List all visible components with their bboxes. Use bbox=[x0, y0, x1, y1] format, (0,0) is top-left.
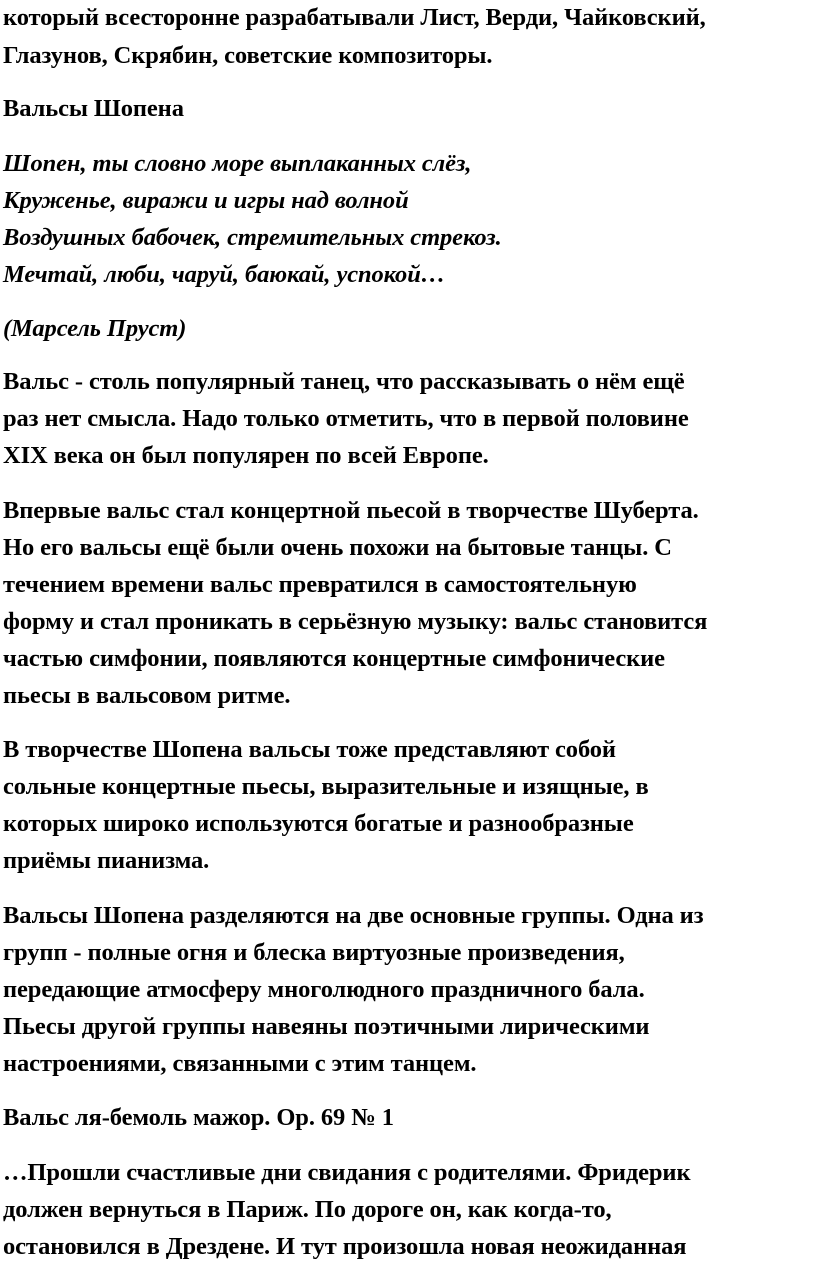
text-line: XIX века он был популярен по всей Европе. bbox=[3, 442, 489, 469]
section-heading-text: Вальсы Шопена bbox=[3, 95, 184, 122]
text-line: раз нет смысла. Надо только отметить, что в первой половине bbox=[3, 405, 689, 432]
text-line: Вальсы Шопена разделяются на две основные группы. Одна из bbox=[3, 902, 704, 929]
text-line: Но его вальсы ещё были очень похожи на бытовые танцы. С bbox=[3, 534, 672, 561]
text-line: должен вернуться в Париж. По дороге он, как когда-то, bbox=[3, 1196, 612, 1223]
text-line: Впервые вальс стал концертной пьесой в творчестве Шуберта. bbox=[3, 497, 699, 524]
text-line: остановился в Дрездене. И тут произошла новая неожиданная bbox=[3, 1233, 687, 1260]
poem-line: Круженье, виражи и игры над волной bbox=[3, 187, 409, 214]
text-line: …Прошли счастливые дни свидания с родителями. Фридерик bbox=[3, 1159, 691, 1186]
text-line: который всесторонне разрабатывали Лист, Верди, Чайковский, bbox=[3, 4, 706, 31]
section-heading-text: Вальс ля-бемоль мажор. Ор. 69 № 1 bbox=[3, 1104, 394, 1131]
text-line: передающие атмосферу многолюдного праздничного бала. bbox=[3, 976, 645, 1003]
text-line: Вальс - столь популярный танец, что рассказывать о нём ещё bbox=[3, 368, 685, 395]
text-line: частью симфонии, появляются концертные симфонические bbox=[3, 645, 665, 672]
text-line: форму и стал проникать в серьёзную музыку: вальс становится bbox=[3, 608, 708, 635]
text-line: настроениями, связанными с этим танцем. bbox=[3, 1050, 477, 1077]
poem-line: Шопен, ты словно море выплаканных слёз, bbox=[3, 150, 472, 177]
text-line: течением времени вальс превратился в самостоятельную bbox=[3, 571, 637, 598]
poem-author: (Марсель Пруст) bbox=[3, 315, 187, 342]
text-line: пьесы в вальсовом ритме. bbox=[3, 682, 291, 709]
poem-line: Воздушных бабочек, стремительных стрекоз. bbox=[3, 224, 502, 251]
text-line: Пьесы другой группы навеяны поэтичными лирическими bbox=[3, 1013, 650, 1040]
text-line: приёмы пианизма. bbox=[3, 847, 210, 874]
poem-line: Мечтай, люби, чаруй, баюкай, успокой… bbox=[3, 261, 446, 288]
text-line: сольные концертные пьесы, выразительные и изящные, в bbox=[3, 773, 649, 800]
text-line: которых широко используются богатые и разнообразные bbox=[3, 810, 634, 837]
text-line: Глазунов, Скрябин, советские композиторы. bbox=[3, 42, 493, 69]
text-line: В творчестве Шопена вальсы тоже представляют собой bbox=[3, 736, 616, 763]
text-line: групп - полные огня и блеска виртуозные произведения, bbox=[3, 939, 625, 966]
